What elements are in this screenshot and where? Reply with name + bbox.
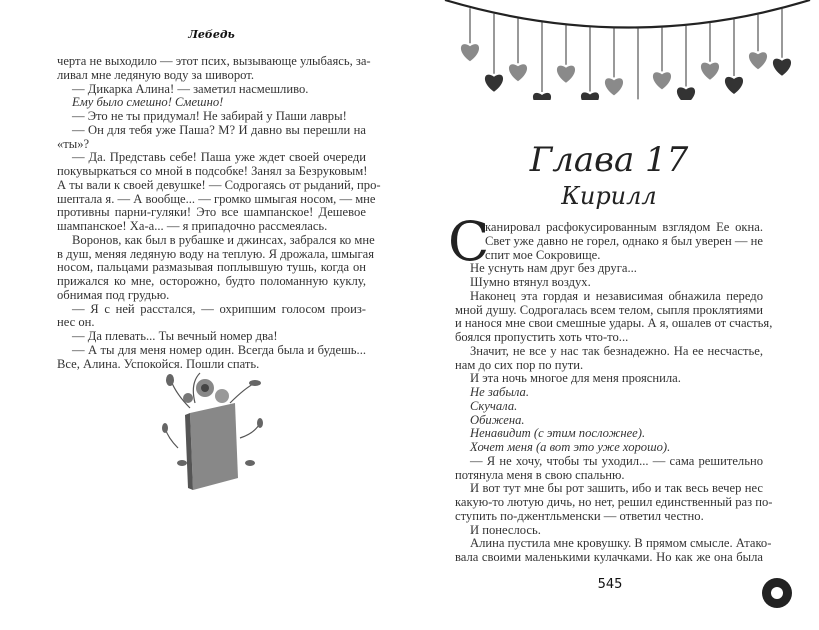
text-line: вала своими маленькими кулачками. Но как же она была — [455, 550, 763, 564]
text-line: — Я не хочу, чтобы ты уходил... — сама решительно — [470, 453, 763, 468]
text-line: — Да плевать... Ты вечный номер два! — [72, 329, 278, 343]
text-line: мной душу. Содрогалась всем телом, сыпля проклятиями — [455, 302, 763, 317]
hearts-garland-decoration — [440, 0, 819, 100]
circle-ornament-icon — [762, 578, 792, 608]
text-line: черта не выходило — этот псих, вызывающе улыбаясь, за- — [57, 54, 371, 68]
text-line: Не уснуть нам друг без друга... — [470, 261, 637, 276]
right-page-text — [448, 210, 773, 565]
text-line: — А ты для меня номер один. Всегда была и будешь... — [72, 342, 366, 357]
text-line: Все, Алина. Успокойся. Пошли спать. — [57, 356, 260, 371]
text-line: боялся пропустить хоть что-то... — [455, 330, 629, 344]
running-header: Лебедь — [188, 28, 235, 41]
heart-icon — [581, 92, 599, 100]
text-line: противны парни-гуляки! Это все шампанское! Дешевое — [57, 205, 366, 220]
text-line: Наконец эта гордая и независимая обнажила передо — [470, 288, 763, 303]
heart-icon — [653, 72, 671, 89]
text-line: «ты»? — [57, 136, 90, 151]
heart-icon — [605, 78, 623, 95]
heart-icon — [701, 63, 719, 80]
text-line: Хочет меня (а вот это уже хорошо). — [470, 440, 671, 454]
heart-icon — [485, 75, 503, 92]
text-line: Воронов, как был в рубашке и джинсах, забрался ко мне — [72, 232, 375, 247]
text-line: Обижена. — [470, 412, 525, 427]
text-line: Значит, не все у нас так безнадежно. На ее несчастье, — [470, 343, 763, 358]
text-line: Скучала. — [470, 398, 518, 413]
text-line: А ты вали к своей девушке! — Содрогаясь от рыданий, про- — [57, 177, 381, 192]
book-flowers-illustration — [160, 368, 270, 493]
text-line: Алина пустила мне кровушку. В прямом смысле. Атако- — [470, 536, 772, 551]
text-line: Не забыла. — [470, 385, 529, 399]
text-line: И понеслось. — [470, 522, 541, 537]
text-line: Шумно втянул воздух. — [470, 275, 591, 289]
text-line: Ему было смешно! Смешно! — [72, 95, 224, 110]
heart-icon — [749, 52, 767, 69]
text-line: — Он для тебя уже Паша? М? И давно вы перешли на — [72, 122, 366, 137]
text-line: нес он. — [57, 315, 95, 330]
text-line: обнимая под грудью. — [57, 287, 170, 302]
text-line: — Я с ней расстался, — охрипшим голосом произ- — [72, 301, 366, 316]
heart-icon — [725, 77, 743, 94]
text-line: нам до сих пор по пути. — [455, 357, 584, 372]
chapter-title: Глава 17 — [529, 140, 689, 180]
text-line: носом, пальцами размазывая поплывшую тушь, когда он — [57, 260, 366, 275]
text-line: ступить по-джентльменски — ответил честно. — [455, 508, 704, 523]
heart-icon — [509, 64, 527, 81]
text-line: покувыркаться со мной в подсобке! Занял за Безруковым! — [57, 164, 368, 178]
drop-cap: С — [448, 210, 490, 273]
text-line: спит мое Сокровище. — [485, 247, 601, 262]
text-line: прижался ко мне, осторожно, будто поломанную куклу, — [57, 274, 366, 288]
text-line: и нанося мне свои смешные удары. А я, ошалев от счастья, — [455, 316, 773, 331]
text-line: — Дикарка Алина! — заметил насмешливо. — [72, 81, 309, 96]
heart-icon — [461, 44, 479, 61]
text-line: И вот тут мне бы рот зашить, ибо и так весь вечер нес — [470, 481, 763, 496]
page-number: 545 — [597, 577, 623, 592]
chapter-name: Кирилл — [561, 182, 657, 210]
heart-icon — [557, 66, 575, 83]
heart-icon — [773, 59, 791, 76]
text-line: потянула меня в свою спальню. — [455, 467, 625, 482]
text-line: Ненавидит (с этим посложнее). — [470, 426, 646, 441]
text-line: шампанское! Ха-а... — я припадочно рассмеялась. — [57, 219, 328, 233]
heart-icon — [533, 93, 551, 100]
text-line: И эта ночь многое для меня прояснила. — [470, 371, 681, 386]
text-line: канировал расфокусированным взглядом Ее окна. — [485, 220, 763, 234]
text-line: — Это не ты придумал! Не забирай у Паши лавры! — [72, 109, 347, 123]
text-line: ливал мне ледяную воду за шиворот. — [57, 67, 254, 82]
text-line: Свет уже давно не горел, однако я был уверен — не — [485, 233, 763, 248]
heart-icon — [677, 87, 695, 100]
left-page-text — [57, 54, 381, 371]
text-line: в душ, меняя ледяную воду на теплую. Я дрожала, шмыгая — [57, 246, 375, 261]
text-line: — Да. Представь себе! Паша уже ждет своей очереди — [72, 150, 366, 165]
text-line: шептала я. — А вообще... — громко шмыгая носом, — мне — [57, 191, 376, 206]
text-line: какую-то лютую дичь, но нет, решил единственный раз по- — [455, 495, 773, 509]
